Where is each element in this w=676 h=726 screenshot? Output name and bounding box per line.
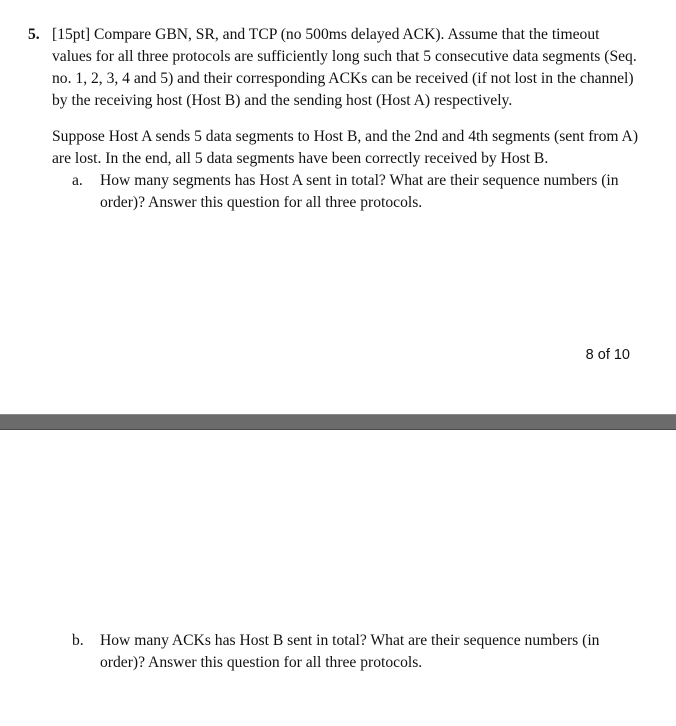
sub-question-b bbox=[72, 630, 632, 674]
question-intro: [15pt] Compare GBN, SR, and TCP (no 500ms delayed ACK). Assume that the timeout values for all three protocols are sufficiently long such that 5 consecutive data segments (Seq. no. 1, 2, 3, 4 and 5) and their corresponding ACKs can be received (if not lost in the channel) by the receiving host (Host B) and the sending host (Host A) respectively. bbox=[52, 26, 637, 109]
page-separator bbox=[0, 414, 676, 430]
question-5 bbox=[28, 24, 638, 214]
question-scenario: Suppose Host A sends 5 data segments to Host B, and the 2nd and 4th segments (sent from A) are lost. In the end, all 5 data segments have been correctly received by Host B. bbox=[52, 128, 639, 167]
question-number: 5. bbox=[28, 26, 40, 43]
sub-question-a bbox=[72, 170, 638, 214]
question-header bbox=[28, 24, 638, 112]
page-number: 8 of 10 bbox=[585, 347, 630, 363]
document-page-9 bbox=[0, 430, 676, 726]
sub-question-b-label: b. bbox=[72, 632, 84, 649]
sub-question-a-text: How many segments has Host A sent in total? What are their sequence numbers (in order)? Answer this question for all three protocols. bbox=[100, 172, 619, 211]
sub-question-b-text: How many ACKs has Host B sent in total? What are their sequence numbers (in order)? Answer this question for all three protocols. bbox=[100, 632, 600, 671]
sub-question-a-label: a. bbox=[72, 172, 83, 189]
